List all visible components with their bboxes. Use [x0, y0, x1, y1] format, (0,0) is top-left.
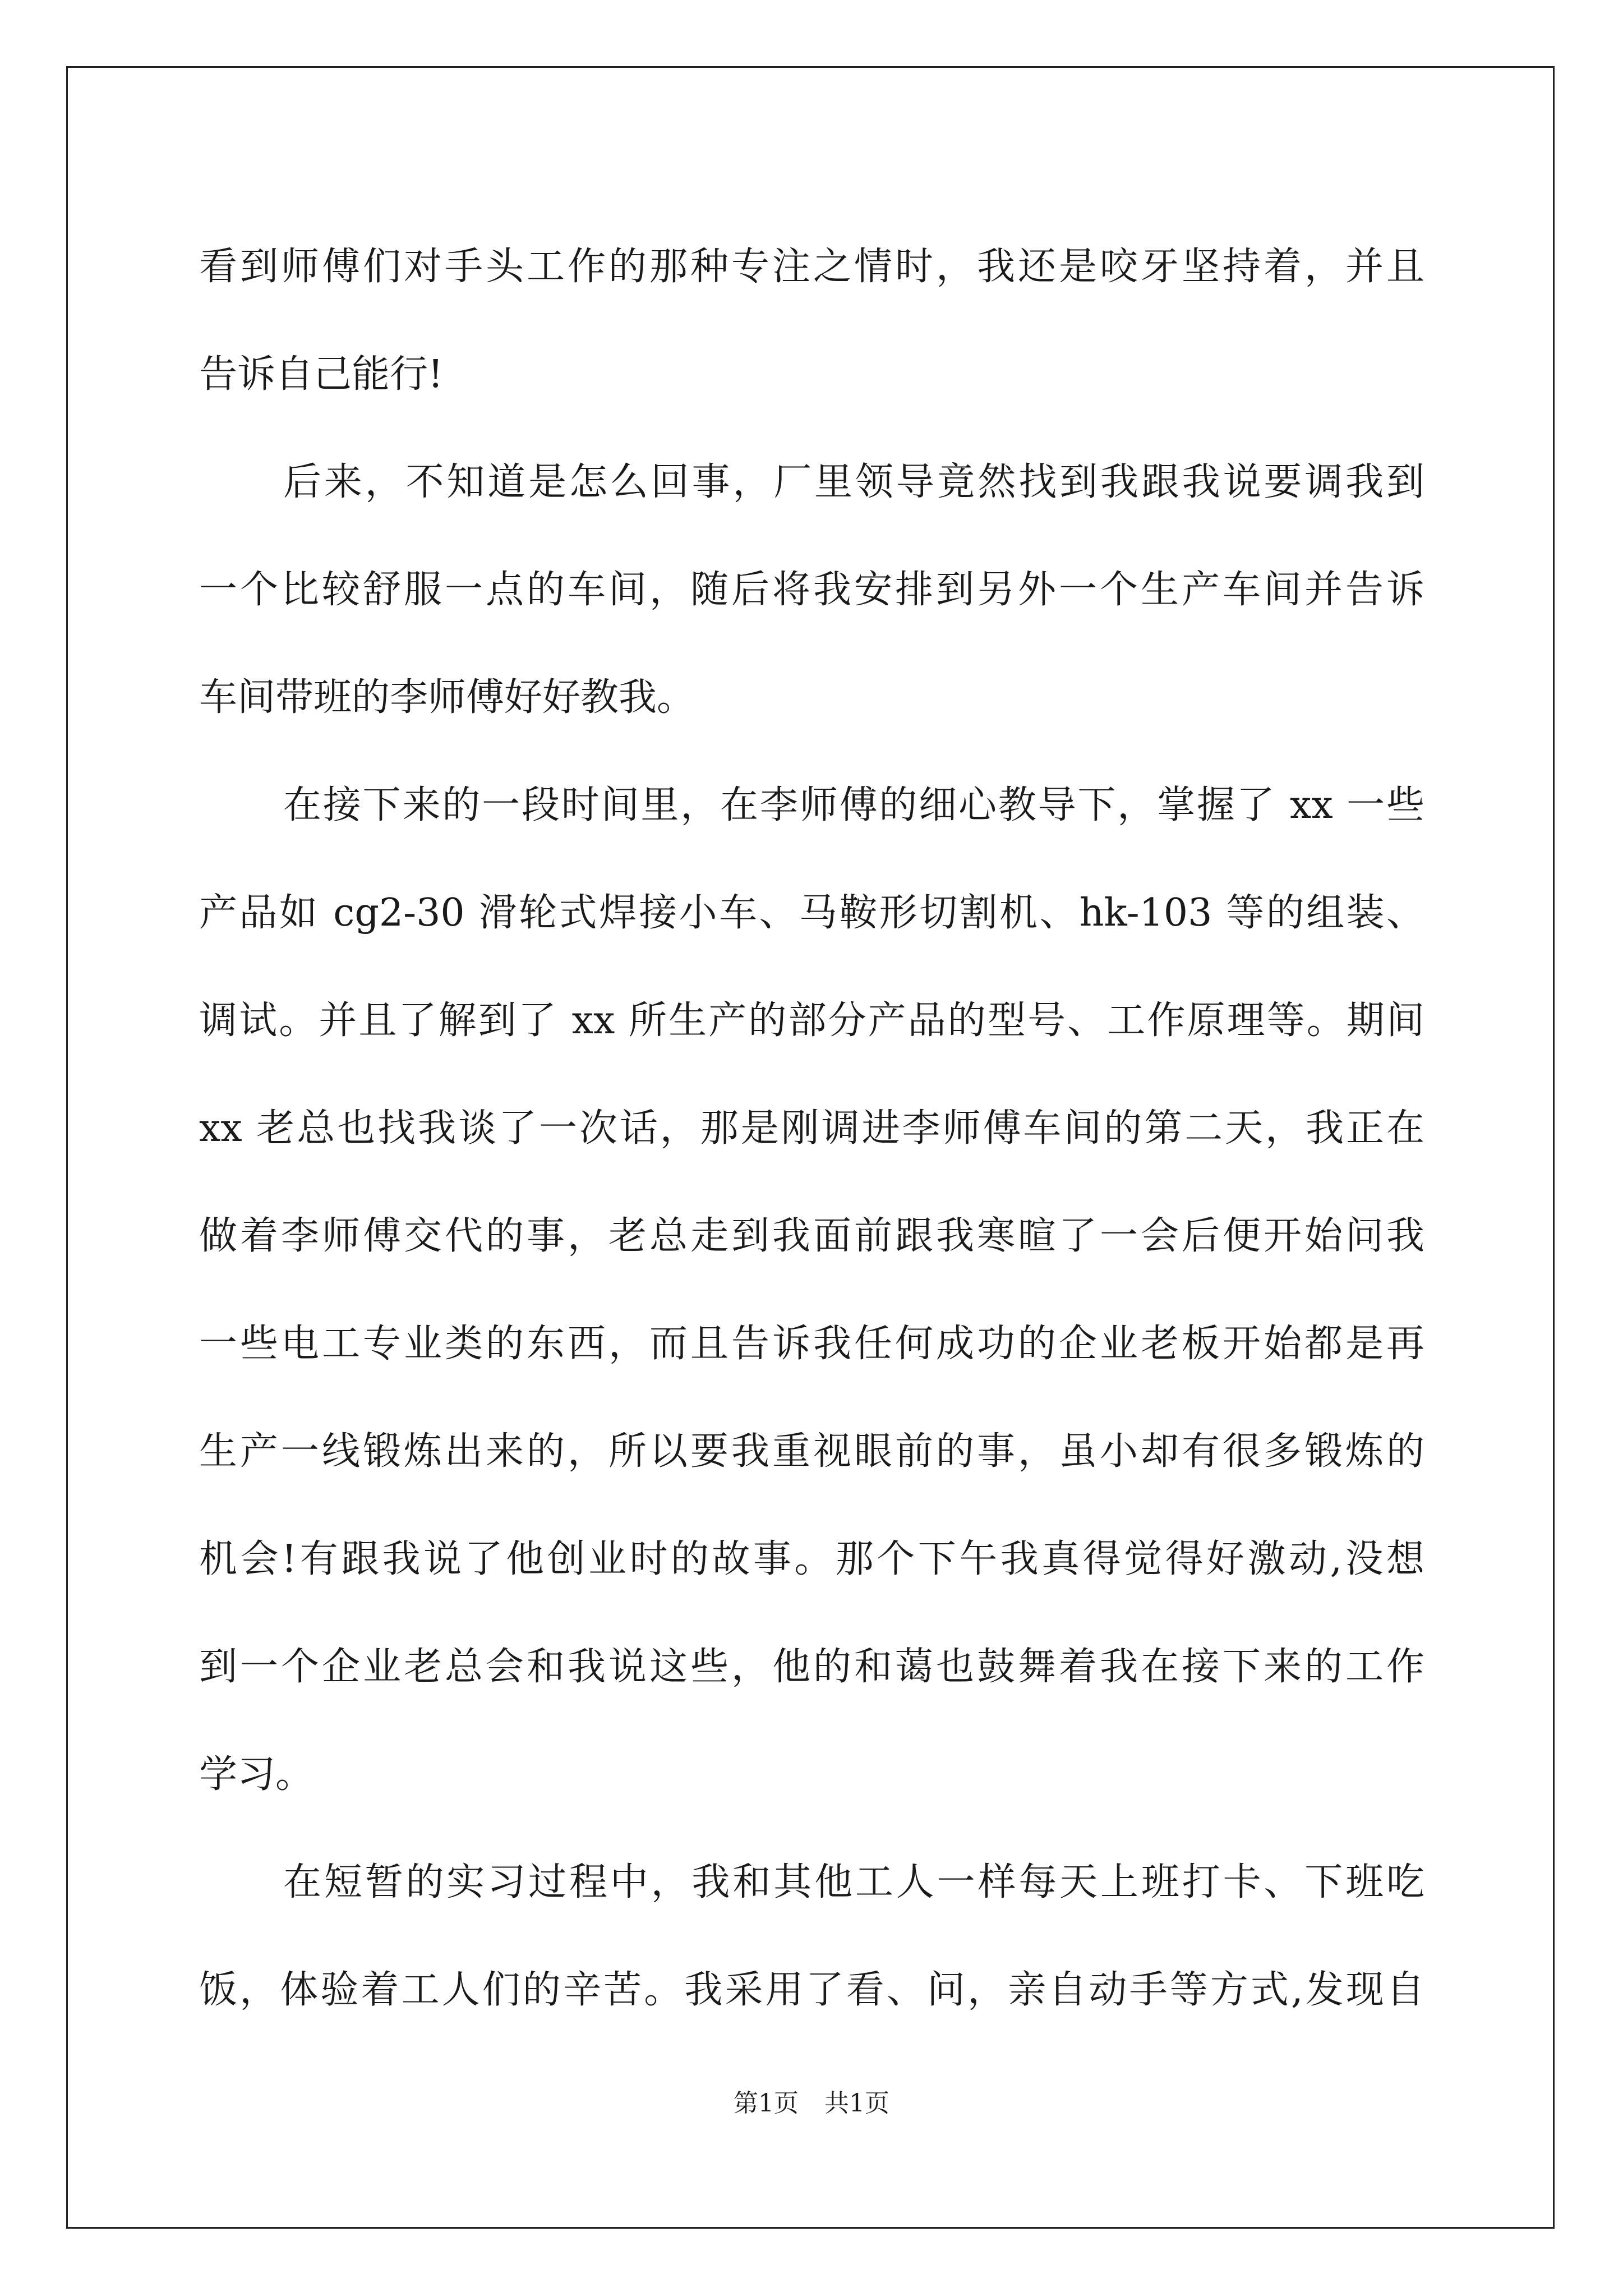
paragraph-line: 产品如 cg2-30 滑轮式焊接小车、马鞍形切割机、hk-103 等的组装、: [199, 891, 1424, 935]
paragraph-line: 一些电工专业类的东西，而且告诉我任何成功的企业老板开始都是再: [199, 1322, 1424, 1366]
paragraph-line: 后来，不知道是怎么回事，厂里领导竟然找到我跟我说要调我到: [283, 460, 1424, 504]
document-body: [199, 213, 1424, 2044]
paragraph-line: 生产一线锻炼出来的，所以要我重视眼前的事，虽小却有很多锻炼的: [199, 1429, 1424, 1474]
paragraph-line: 学习。: [199, 1752, 314, 1797]
paragraph-line: 做着李师傅交代的事，老总走到我面前跟我寒暄了一会后便开始问我: [199, 1214, 1424, 1258]
page-number-current: 第1页: [734, 2089, 799, 2118]
paragraph-line: 在接下来的一段时间里，在李师傅的细心教导下，掌握了 xx 一些: [283, 783, 1424, 827]
paragraph-line: xx 老总也找我谈了一次话，那是刚调进李师傅车间的第二天，我正在: [199, 1106, 1424, 1151]
paragraph-line: 一个比较舒服一点的车间，随后将我安排到另外一个生产车间并告诉: [199, 568, 1424, 612]
paragraph-line: 饭，体验着工人们的辛苦。我采用了看、问，亲自动手等方式,发现自: [199, 1968, 1424, 2012]
paragraph-line: 车间带班的李师傅好好教我。: [199, 675, 695, 720]
page-number-total: 共1页: [824, 2089, 889, 2118]
page-footer: [0, 2087, 1623, 2120]
paragraph-line: 看到师傅们对手头工作的那种专注之情时，我还是咬牙坚持着，并且: [199, 245, 1424, 289]
paragraph-line: 调试。并且了解到了 xx 所生产的部分产品的型号、工作原理等。期间: [199, 999, 1424, 1043]
paragraph-line: 告诉自己能行!: [199, 352, 444, 397]
paragraph-line: 机会!有跟我说了他创业时的故事。那个下午我真得觉得好激动,没想: [199, 1537, 1424, 1581]
paragraph-line: 在短暂的实习过程中，我和其他工人一样每天上班打卡、下班吃: [283, 1860, 1424, 1904]
paragraph-line: 到一个企业老总会和我说这些，他的和蔼也鼓舞着我在接下来的工作: [199, 1645, 1424, 1689]
